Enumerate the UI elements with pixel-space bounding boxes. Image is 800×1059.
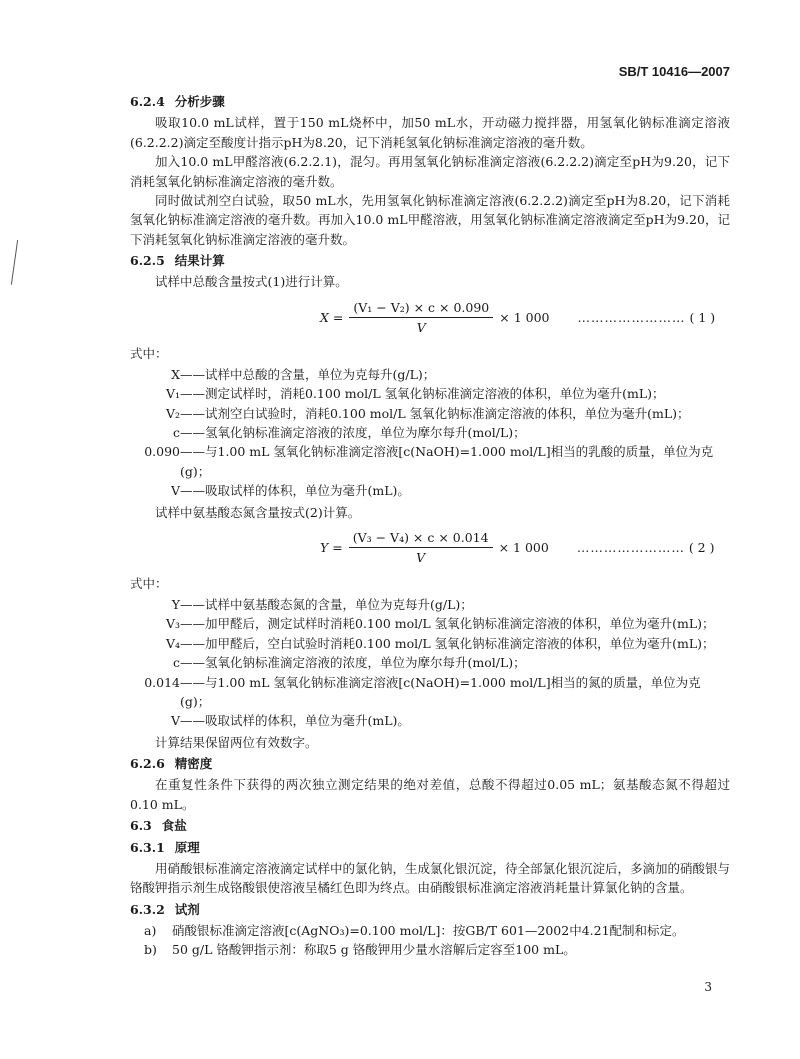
section-6-2-6-heading — [130, 754, 730, 773]
definition-item — [130, 423, 730, 442]
definition-text: ——测定试样时，消耗0.100 mol/L 氢氧化钠标准滴定溶液的体积，单位为毫升(mL)； — [180, 386, 665, 402]
leader-dots: …………………… — [576, 540, 685, 556]
definition-item — [130, 442, 730, 481]
definition-text: ——试剂空白试验时，消耗0.100 mol/L 氢氧化钠标准滴定溶液的体积，单位为毫升(mL)； — [180, 405, 690, 421]
list-text: 硝酸银标准滴定溶液[c(AgNO₃)=0.100 mol/L]：按GB/T 601—2002中4.21配制和标定。 — [172, 923, 685, 938]
definition-text: ——吸取试样的体积，单位为毫升(mL)。 — [180, 713, 410, 729]
section-number: 6.3.2 — [130, 901, 165, 917]
equation-number: ( 1 ) — [689, 309, 716, 325]
margin-mark — [11, 240, 20, 285]
section-title: 结果计算 — [174, 253, 225, 268]
section-6-3-1-heading — [130, 838, 730, 857]
definition-item — [130, 653, 730, 672]
section-number: 6.2.6 — [130, 756, 165, 771]
definition-symbol: X — [171, 366, 180, 382]
definition-symbol: V — [170, 713, 180, 729]
section-number: 6.3 — [130, 818, 152, 834]
definition-text: ——与1.00 mL 氢氧化钠标准滴定溶液[c(NaOH)=1.000 mol/L]相当的乳酸的质量，单位为克(g)； — [180, 444, 714, 479]
denominator: V — [416, 550, 426, 566]
formula-fraction — [349, 528, 493, 568]
page-number: 3 — [704, 980, 712, 995]
definition-item — [130, 365, 730, 384]
section-title: 精密度 — [174, 756, 213, 771]
paragraph: 吸取10.0 mL试样，置于150 mL烧杯中，加50 mL水，开动磁力搅拌器，用氢氧化钠标准滴定溶液(6.2.2.2)滴定至酸度计指示pH为8.20，记下消耗氢氧化钠标准滴定溶液的毫升数。 — [130, 115, 730, 150]
section-title: 原理 — [174, 839, 200, 855]
definitions-list — [130, 595, 730, 731]
definition-text: ——加甲醛后，测定试样时消耗0.100 mol/L 氢氧化钠标准滴定溶液的体积，单位为毫升(mL)； — [180, 616, 715, 632]
definition-symbol: 0.090 — [144, 444, 180, 460]
reagent-list — [130, 921, 730, 960]
list-item — [144, 921, 730, 940]
definition-symbol: c — [172, 655, 180, 671]
formula-lhs: Y = — [320, 540, 343, 556]
definition-text: ——试样中总酸的含量，单位为克每升(g/L)； — [180, 366, 436, 382]
definition-text: ——氢氧化钠标准滴定溶液的浓度，单位为摩尔每升(mol/L)； — [180, 655, 526, 671]
definition-text: ——与1.00 mL 氢氧化钠标准滴定溶液[c(NaOH)=1.000 mol/L]相当的氮的质量，单位为克(g)； — [180, 674, 701, 709]
definition-symbol: Y — [171, 597, 180, 612]
definition-text: ——氢氧化钠标准滴定溶液的浓度，单位为摩尔每升(mol/L)； — [180, 425, 526, 440]
section-title: 试剂 — [174, 901, 200, 917]
definition-symbol: V₂ — [165, 405, 180, 421]
section-title: 食盐 — [161, 818, 187, 834]
definition-text: ——试样中氨基酸态氮的含量，单位为克每升(g/L)； — [180, 597, 473, 612]
list-label: b) — [144, 942, 157, 958]
definition-item — [130, 384, 730, 403]
paragraph: 用硝酸银标准滴定溶液滴定试样中的氯化钠，生成氯化银沉淀，待全部氯化银沉淀后，多滴加的硝酸银与铬酸钾指示剂生成铬酸银使溶液呈橘红色即为终点。由硝酸银标准滴定溶液消耗量计算氯化钠的含量。 — [130, 860, 731, 896]
numerator: (V₁ − V₂) × c × 0.090 — [349, 298, 493, 318]
paragraph: 同时做试剂空白试验，取50 mL水，先用氢氧化钠标准滴定溶液(6.2.2.2)滴定至pH为8.20，记下消耗氢氧化钠标准滴定溶液的毫升数。再加入10.0 mL甲醛溶液，用氢氧化钠标准滴定溶液滴定至pH为9.20，记下消耗氢氧化钠标准滴定溶液的毫升数。 — [130, 192, 730, 247]
standard-code: SB/T 10416—2007 — [618, 64, 730, 79]
definition-text: ——加甲醛后，空白试验时消耗0.100 mol/L 氢氧化钠标准滴定溶液的体积，单位为毫升(mL)； — [180, 635, 715, 651]
definition-item — [130, 595, 730, 614]
paragraph: 试样中氨基酸态氮含量按式(2)计算。 — [155, 504, 361, 520]
paragraph: 试样中总酸含量按式(1)进行计算。 — [155, 274, 348, 290]
definition-symbol: V₁ — [165, 386, 180, 402]
document-body — [130, 90, 730, 960]
formula-1 — [320, 298, 730, 338]
multiplier: × 1 000 — [499, 309, 550, 325]
definition-text: ——吸取试样的体积，单位为毫升(mL)。 — [180, 483, 410, 499]
definition-item — [130, 404, 730, 423]
section-number: 6.3.1 — [130, 839, 165, 855]
paragraph: 在重复性条件下获得的两次独立测定结果的绝对差值，总酸不得超过0.05 mL；氨基酸态氮不得超过0.10 mL。 — [130, 777, 730, 812]
formula-lhs: X = — [320, 309, 344, 325]
multiplier: × 1 000 — [498, 540, 549, 556]
section-6-3-2-heading — [130, 900, 730, 919]
list-item — [144, 940, 730, 959]
paragraph: 加入10.0 mL甲醛溶液(6.2.2.1)，混匀。再用氢氧化钠标准滴定溶液(6.2.2.2)滴定至pH为9.20，记下消耗氢氧化钠标准滴定溶液的毫升数。 — [130, 154, 730, 189]
formula-fraction — [349, 298, 493, 338]
list-label: a) — [144, 923, 157, 938]
definition-item — [130, 711, 730, 730]
leader-dots: …………………… — [577, 309, 686, 325]
list-text: 50 g/L 铬酸钾指示剂：称取5 g 铬酸钾用少量水溶解后定容至100 mL。 — [172, 942, 576, 958]
equation-number: ( 2 ) — [688, 540, 715, 556]
definition-symbol: V₃ — [165, 616, 180, 632]
section-number: 6.2.4 — [130, 94, 165, 109]
section-6-2-5-heading — [130, 251, 730, 270]
section-6-3-heading — [130, 816, 730, 835]
definition-symbol: V — [170, 483, 180, 499]
section-title: 分析步骤 — [174, 94, 225, 109]
formula-2 — [320, 528, 730, 568]
definitions-list — [130, 365, 730, 501]
section-6-2-4-heading — [130, 92, 730, 111]
definition-item — [130, 614, 730, 633]
numerator: (V₃ − V₄) × c × 0.014 — [349, 528, 493, 548]
definition-item — [130, 634, 730, 653]
definition-item — [130, 673, 730, 712]
paragraph: 计算结果保留两位有效数字。 — [155, 734, 318, 750]
definition-symbol: 0.014 — [144, 674, 180, 690]
section-number: 6.2.5 — [130, 253, 165, 268]
where-label: 式中： — [130, 345, 168, 361]
where-label: 式中： — [130, 575, 168, 591]
definition-symbol: V₄ — [165, 635, 180, 651]
denominator: V — [416, 320, 426, 336]
definition-item — [130, 481, 730, 500]
definition-symbol: c — [172, 425, 180, 440]
